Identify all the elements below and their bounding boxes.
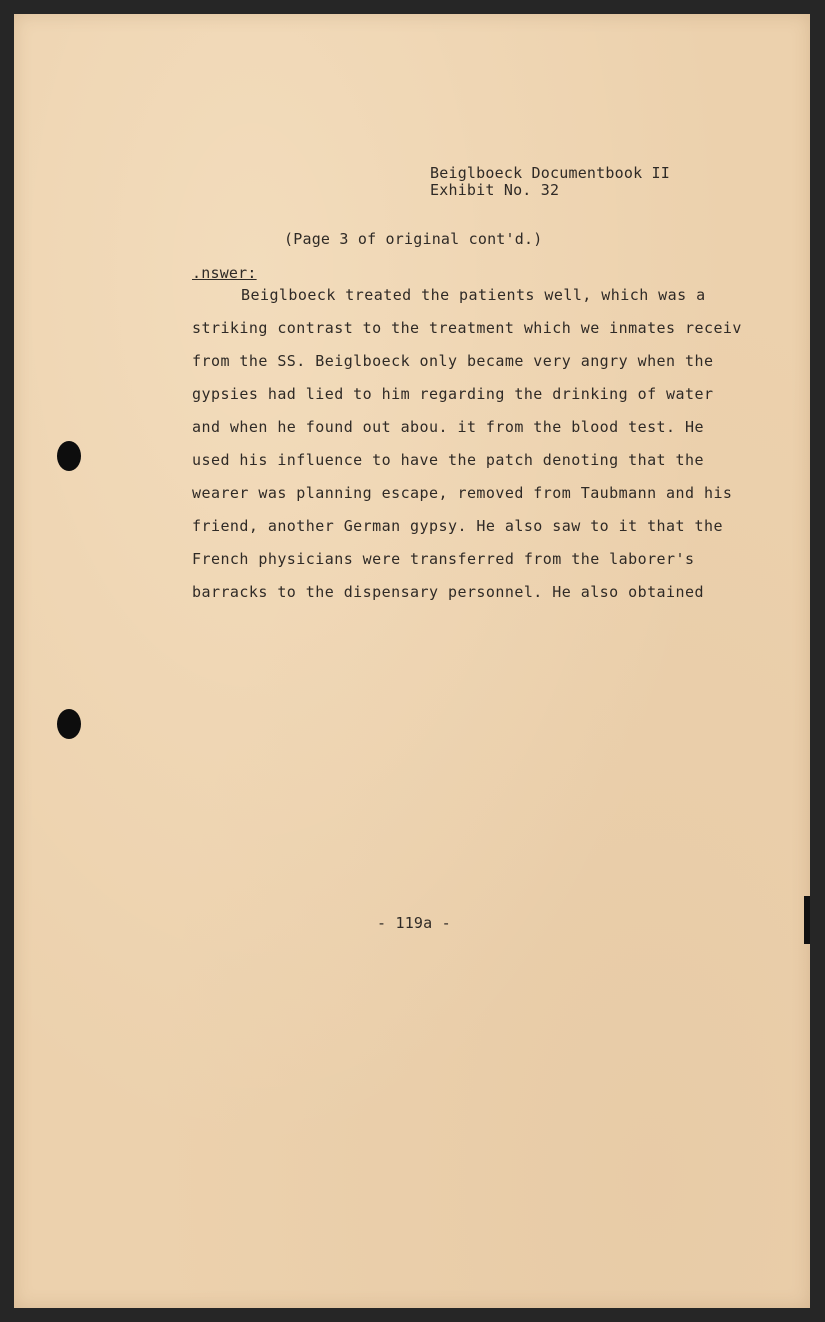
page-number: - 119a -	[377, 914, 451, 932]
continuation-note: (Page 3 of original cont'd.)	[284, 230, 543, 248]
body-line: barracks to the dispensary personnel. He also obtained	[192, 583, 704, 601]
body-line: French physicians were transferred from the laborer's	[192, 550, 695, 568]
body-line: Beiglboeck treated the patients well, which was a	[241, 286, 706, 304]
document-book-title: Beiglboeck Documentbook II	[430, 164, 670, 182]
body-line: gypsies had lied to him regarding the drinking of water	[192, 385, 714, 403]
answer-body	[192, 283, 780, 613]
body-line: used his influence to have the patch denoting that the	[192, 451, 704, 469]
body-line: from the SS. Beiglboeck only became very angry when the	[192, 352, 714, 370]
punch-hole-top	[57, 441, 81, 471]
body-line: and when he found out abou. it from the blood test. He	[192, 418, 704, 436]
punch-hole-bottom	[57, 709, 81, 739]
answer-label: .nswer:	[192, 264, 257, 282]
exhibit-number: Exhibit No. 32	[430, 181, 560, 199]
body-line: wearer was planning escape, removed from Taubmann and his	[192, 484, 733, 502]
body-line: friend, another German gypsy. He also saw to it that the	[192, 517, 723, 535]
edge-mark	[804, 896, 810, 944]
document-page	[14, 14, 810, 1308]
body-line: striking contrast to the treatment which we inmates receiv	[192, 319, 742, 337]
